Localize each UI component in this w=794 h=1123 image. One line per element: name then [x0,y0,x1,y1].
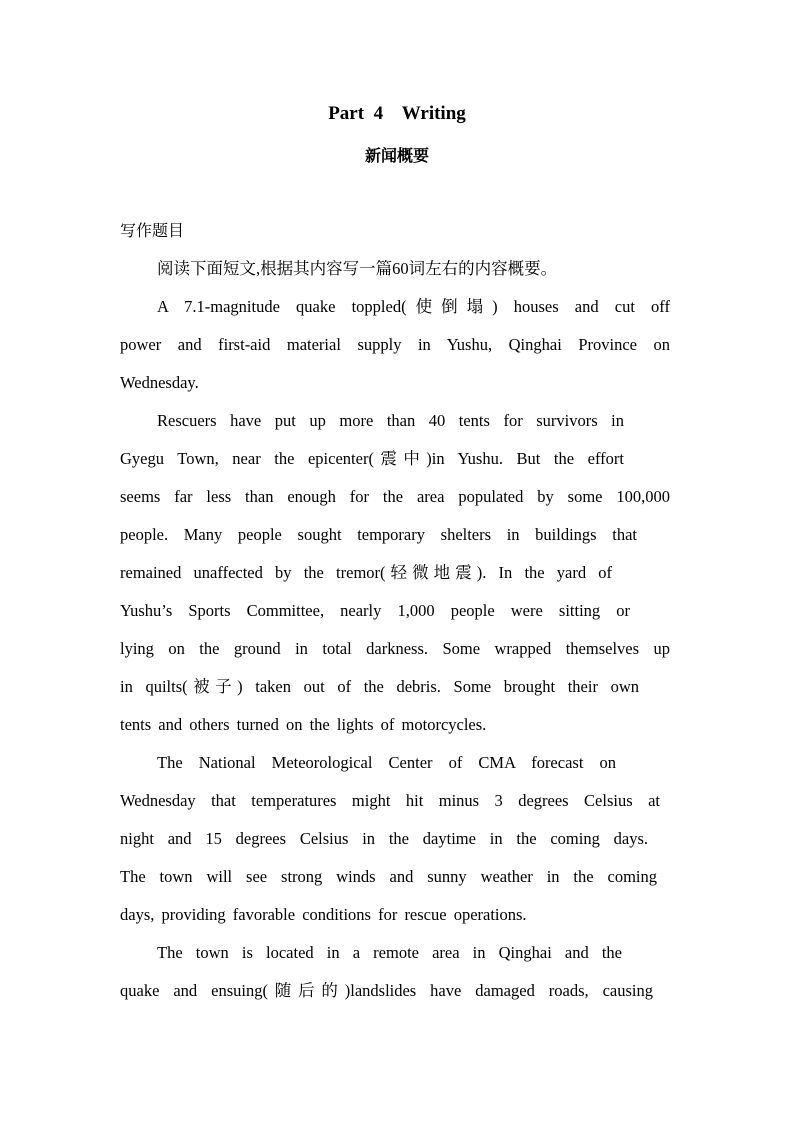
text-line: The town is located in a remote area in Qinghai and the [157,943,622,962]
instruction-line: 阅读下面短文,根据其内容写一篇60词左右的内容概要。 [157,259,558,278]
text-line: people. Many people sought temporary shelters in buildings that [120,525,637,544]
text-line: A 7.1-magnitude quake toppled(使倒塌) houses and cut off [157,297,670,316]
text-line: Gyegu Town, near the epicenter(震中)in Yushu. But the effort [120,449,624,468]
text-line: Wednesday that temperatures might hit minus 3 degrees Celsius at [120,791,660,810]
section-heading: 写作题目 [120,221,185,240]
text-line: tents and others turned on the lights of motorcycles. [120,715,487,734]
text-line: Yushu’s Sports Committee, nearly 1,000 people were sitting or [120,601,630,620]
text-line: days, providing favorable conditions for rescue operations. [120,905,527,924]
text-line: night and 15 degrees Celsius in the daytime in the coming days. [120,829,648,848]
text-line: quake and ensuing(随后的)landslides have damaged roads, causing [120,981,653,1000]
text-line: Wednesday. [120,373,199,392]
text-line: seems far less than enough for the area populated by some 100,000 [120,487,670,506]
text-line: lying on the ground in total darkness. Some wrapped themselves up [120,639,670,658]
text-line: The National Meteorological Center of CMA forecast on [157,753,616,772]
text-line: power and first-aid material supply in Yushu, Qinghai Province on [120,335,670,354]
text-line: in quilts(被子) taken out of the debris. Some brought their own [120,677,639,696]
page-subtitle: 新闻概要 [364,146,429,165]
page-title: Part 4 Writing [328,103,466,124]
text-line: The town will see strong winds and sunny weather in the coming [120,867,657,886]
text-line: Rescuers have put up more than 40 tents for survivors in [157,411,624,430]
text-line: remained unaffected by the tremor(轻微地震). In the yard of [120,563,612,582]
